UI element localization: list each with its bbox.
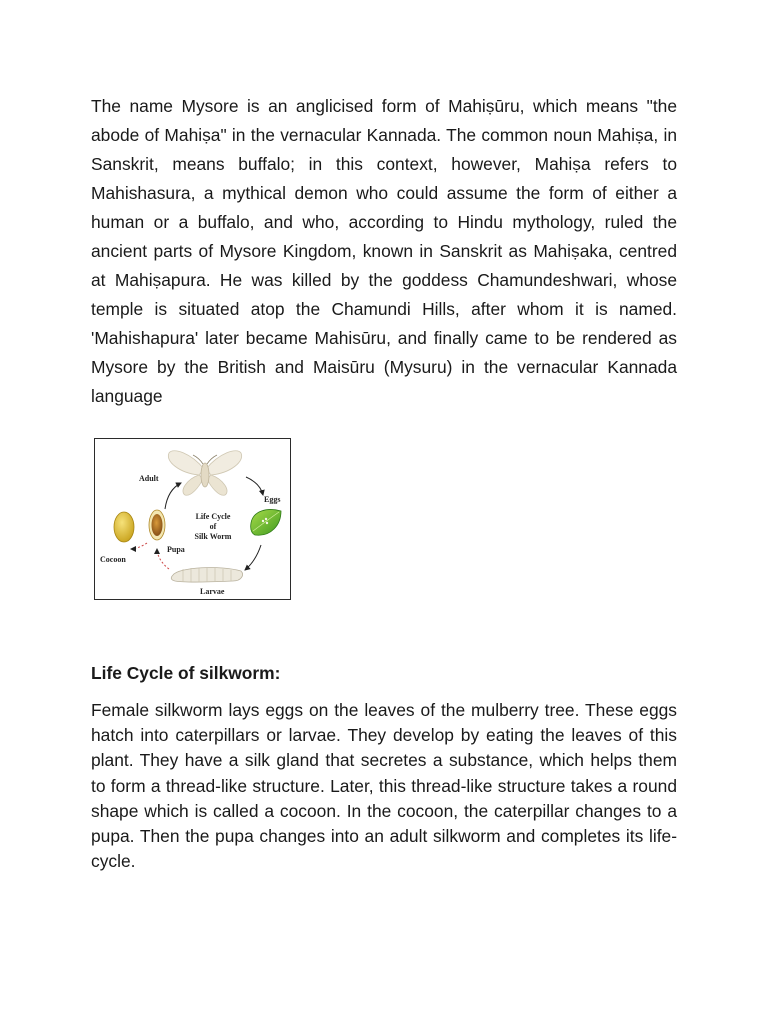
arrow-adult-to-eggs xyxy=(246,477,263,495)
arrow-to-adult xyxy=(165,483,181,509)
center-title-line-2: of xyxy=(209,522,217,531)
larvae-label: Larvae xyxy=(200,587,225,596)
cocoon-label: Cocoon xyxy=(100,555,126,564)
adult-moth-icon xyxy=(168,451,241,496)
cocoon-icon xyxy=(114,512,134,542)
larva-icon xyxy=(171,568,242,583)
arrow-eggs-to-larvae xyxy=(245,545,261,570)
arrow-pupa-to-cocoon xyxy=(131,543,147,549)
pupa-label: Pupa xyxy=(167,545,185,554)
section-heading: Life Cycle of silkworm: xyxy=(91,663,281,683)
center-title-line-1: Life Cycle xyxy=(195,512,231,521)
eggs-label: Eggs xyxy=(264,495,281,504)
leaf-with-eggs-icon xyxy=(251,510,281,536)
life-cycle-diagram xyxy=(95,439,289,598)
body-paragraph: Female silkworm lays eggs on the leaves of the mulberry tree. These eggs hatch into caterpillars or larvae. They develop by eating the leaves of this plant. They have a silk gland that secretes a substance, which helps them to form a thread-like structure. Later, this thread-like structure takes a round shape which is called a cocoon. In the cocoon, the caterpillar changes to a pupa. Then the pupa changes into an adult silkworm and completes its life-cycle. xyxy=(91,700,677,872)
adult-label: Adult xyxy=(139,474,159,483)
pupa-icon xyxy=(149,510,165,540)
center-title-line-3: Silk Worm xyxy=(194,532,232,541)
silkworm-life-cycle-figure xyxy=(94,438,291,600)
intro-paragraph: The name Mysore is an anglicised form of Mahiṣūru, which means "the abode of Mahiṣa" in the vernacular Kannada. The common noun Mahiṣa, in Sanskrit, means buffalo; in this context, however, Mahiṣa refers to Mahishasura, a mythical demon who could assume the form of either a human or a buffalo, and who, according to Hindu mythology, ruled the ancient parts of Mysore Kingdom, known in Sanskrit as Mahiṣaka, centred at Mahiṣapura. He was killed by the goddess Chamundeshwari, whose temple is situated atop the Chamundi Hills, after whom it is named. 'Mahishapura' later became Mahisūru, and finally came to be rendered as Mysore by the British and Maisūru (Mysuru) in the vernacular Kannada language xyxy=(91,96,677,406)
